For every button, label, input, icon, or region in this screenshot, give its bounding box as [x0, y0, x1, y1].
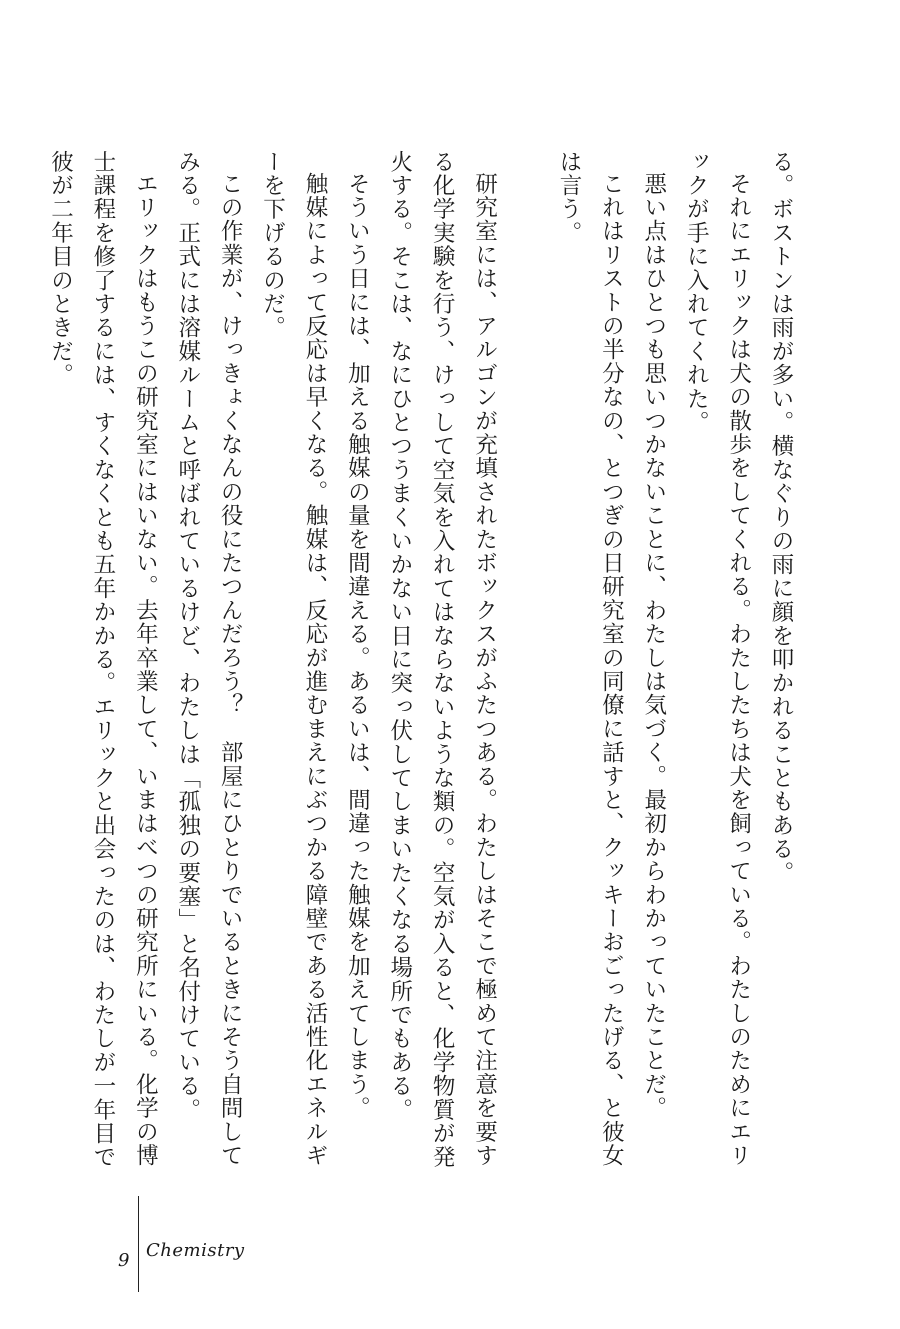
- text-line: そういう日には、加える触媒の量を間違える。あるいは、間違った触媒を加えてしまう。: [344, 172, 371, 1120]
- text-line: 火する。そこは、なにひとつうまくいかない日に突っ伏してしまいたくなる場所でもある。: [386, 150, 413, 1122]
- text-line: る化学実験を行う、けっして空気を入れてはならないような類の。空気が入ると、化学物質が発: [429, 150, 456, 1170]
- body-text: [47, 150, 802, 1170]
- text-line: この作業が、けっきょくなんの役にたつんだろう？ 部屋にひとりでいるときにそう自問して: [217, 172, 244, 1168]
- paragraph-gap: [506, 150, 548, 1150]
- text-line: ックが手に入れてくれた。: [683, 150, 710, 435]
- text-line: これはリストの半分なの、とつぎの日研究室の同僚に話すと、クッキーおごったげる、と彼女: [598, 172, 625, 1168]
- text-line: 彼が二年目のときだ。: [47, 150, 74, 387]
- page-number: 9: [118, 1250, 130, 1271]
- text-line: みる。正式には溶媒ルームと呼ばれているけど、わたしは「孤独の要塞」と名付けている。: [174, 150, 201, 1122]
- text-line: 研究室には、アルゴンが充填されたボックスがふたつある。わたしはそこで極めて注意を要す: [471, 172, 498, 1168]
- running-head: Chemistry: [146, 1240, 245, 1261]
- footer-divider: [138, 1196, 139, 1292]
- text-line: エリックはもうこの研究室にはいない。去年卒業して、いまはべつの研究所にいる。化学の博: [132, 172, 159, 1168]
- text-line: それにエリックは犬の散歩をしてくれる。わたしたちは犬を飼っている。わたしのためにエリ: [725, 172, 752, 1168]
- text-line: ーを下げるのだ。: [259, 150, 286, 340]
- text-line: 触媒によって反応は早くなる。触媒は、反応が進むまえにぶつかる障壁である活性化エネルギ: [301, 172, 328, 1168]
- text-line: は言う。: [555, 150, 582, 245]
- text-line: 悪い点はひとつも思いつかないことに、わたしは気づく。最初からわかっていたことだ。: [640, 172, 667, 1120]
- text-line: る。ボストンは雨が多い。横なぐりの雨に顔を叩かれることもある。: [768, 150, 794, 885]
- text-line: 士課程を修了するには、すくなくとも五年かかる。エリックと出会ったのは、わたしが一年目で: [89, 150, 116, 1170]
